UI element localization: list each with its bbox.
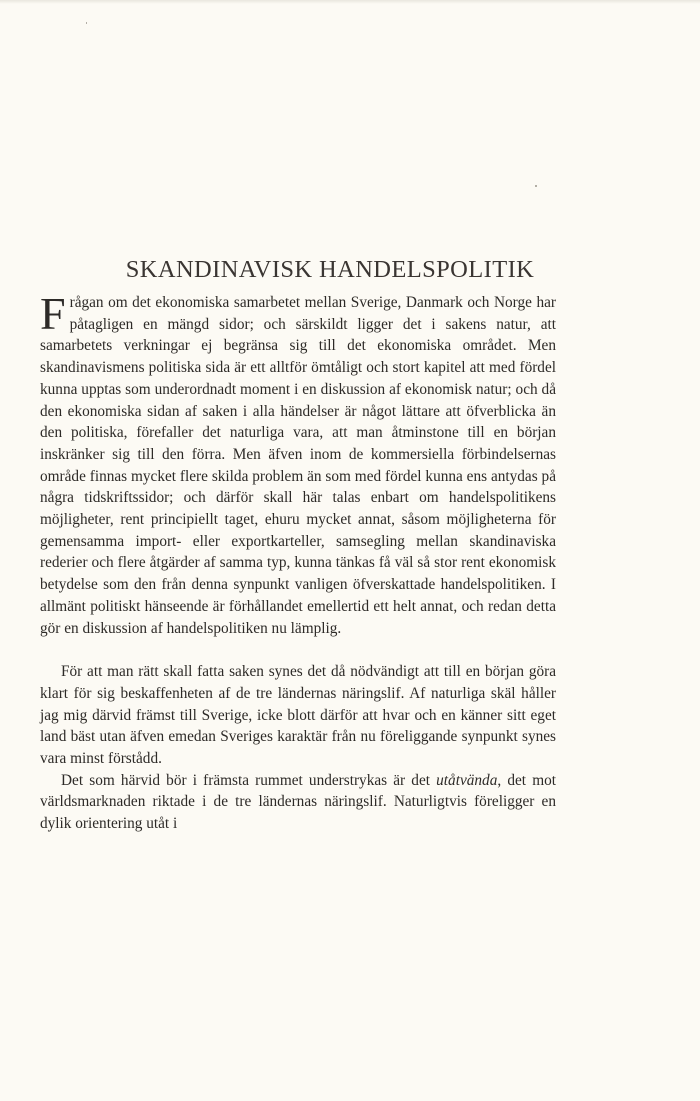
paper-speck [86, 22, 87, 24]
paragraph-1-text: rågan om det ekonomiska samarbetet mellan Sverige, Danmark och Norge har påtagligen en mängd sidor; och särskildt ligger det i sakens natur, att samarbetets verkningar ej begränsa sig till det ekonomiska området. Men skandinavismens politiska sida är ett alltför ömtåligt och stort kapitel att med fördel kunna upptas som underordnadt moment i en diskussion af ekonomisk natur; och då den ekonomiska sidan af saken i alla händelser är något lättare att öfverblicka än den politiska, förefaller det naturliga vara, att man åtminstone till en början inskränker sig till den förra. Men äfven inom de kommersiella förbindelsernas område finnas mycket flere skilda problem än som med fördel kunna ens antydas på några tidskriftssidor; och därför skall här talas enbart om handelspolitikens möjligheter, rent principiellt taget, ehuru mycket annat, såsom möjligheterna för gemensamma import- eller exportkarteller, samsegling mellan skandinaviska rederier och flere åtgärder af samma typ, kunna tänkas få väl så stor rent ekonomisk betydelse som den från denna synpunkt vanligen öfverskattade handelspolitiken. I allmänt politiskt hänseende är förhållandet emellertid ett helt annat, och redan detta gör en diskussion af handelspolitiken nu lämplig. [40, 294, 556, 637]
emphasis-word: utåtvända [436, 771, 498, 789]
paragraph-3-tail: , det mot världsmarknaden riktade i de tre ländernas näringslif. Naturligtvis föreligger en dylik orientering utåt i [40, 771, 556, 833]
paragraph-2: För att man rätt skall fatta saken synes det då nödvändigt att till en början göra klart för sig beskaffenheten af de tre ländernas näringslif. Af naturliga skäl håller jag mig därvid främst till Sverige, icke blott därför att hvar och en känner sitt eget land bäst utan äfven emedan Sveriges karaktär från nu föreliggande synpunkt synes vara minst förstådd. [40, 663, 556, 768]
page-edge [0, 0, 700, 4]
page-title: SKANDINAVISK HANDELSPOLITIK [125, 256, 535, 284]
paper-speck [535, 185, 537, 187]
paragraph-1 [40, 288, 556, 639]
drop-cap: F [40, 288, 66, 339]
paragraph-3-lead: Det som härvid bör i främsta rummet understrykas är det [61, 771, 437, 789]
article-body [40, 288, 556, 835]
paragraph-3 [40, 770, 556, 835]
